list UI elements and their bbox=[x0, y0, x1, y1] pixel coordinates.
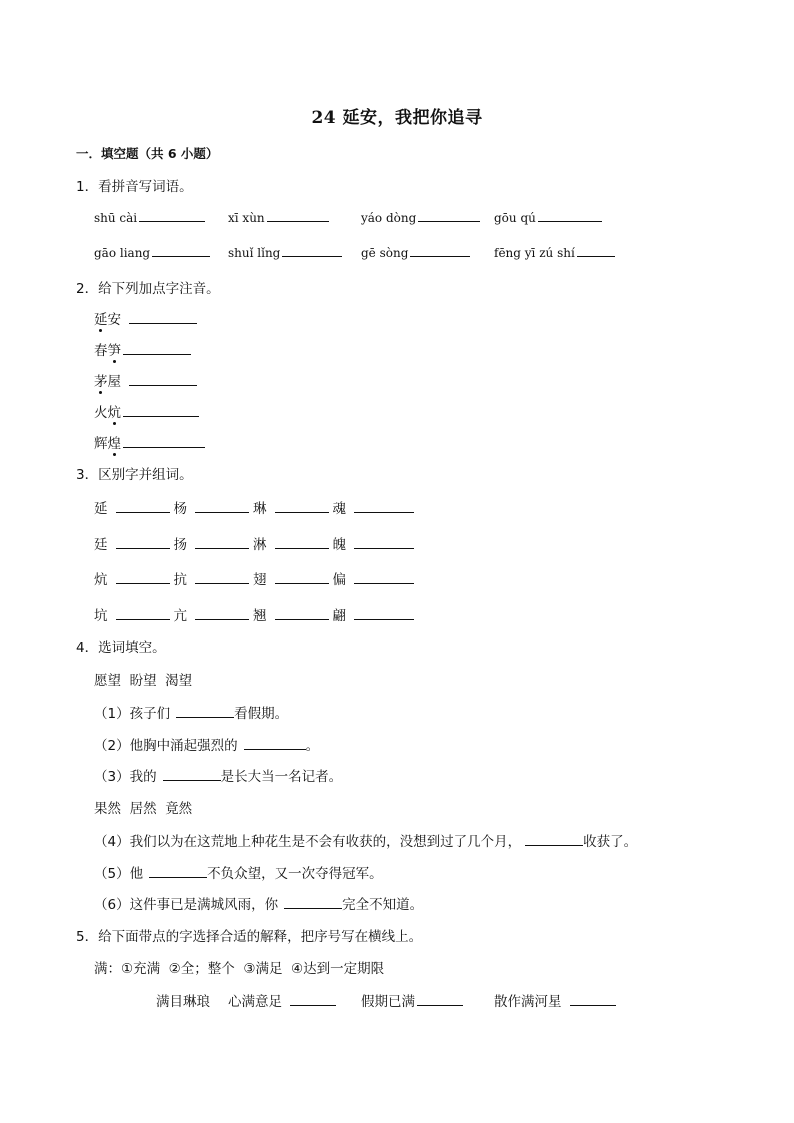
answer-blank[interactable] bbox=[244, 737, 306, 750]
answer-blank[interactable] bbox=[176, 705, 234, 718]
answer-blank[interactable] bbox=[354, 500, 414, 513]
char-row bbox=[94, 533, 414, 553]
annotate-item bbox=[94, 401, 199, 421]
char: 扬 bbox=[173, 537, 187, 553]
word-text: 心满意足 bbox=[228, 994, 282, 1010]
answer-blank[interactable] bbox=[195, 500, 249, 513]
answer-blank[interactable] bbox=[284, 896, 342, 909]
char-row bbox=[94, 497, 414, 517]
answer-blank[interactable] bbox=[195, 536, 249, 549]
sentence-text: （1）孩子们 bbox=[94, 706, 171, 722]
pinyin-item bbox=[494, 209, 602, 225]
dotted-char: 延 bbox=[94, 312, 108, 328]
word-item bbox=[361, 990, 463, 1010]
plain-char: 屋 bbox=[107, 374, 121, 390]
sentence-text: （3）我的 bbox=[94, 769, 157, 785]
word-item bbox=[228, 990, 336, 1010]
answer-blank[interactable] bbox=[410, 244, 470, 257]
annotate-item bbox=[94, 370, 197, 390]
answer-blank[interactable] bbox=[275, 607, 329, 620]
char-row bbox=[94, 604, 414, 624]
char: 廷 bbox=[94, 537, 108, 553]
answer-blank[interactable] bbox=[152, 244, 210, 257]
plain-char: 安 bbox=[107, 312, 121, 328]
dotted-char: 煌 bbox=[107, 436, 121, 452]
answer-blank[interactable] bbox=[116, 500, 170, 513]
char: 翅 bbox=[253, 572, 267, 588]
sentence-text: （2）他胸中涌起强烈的 bbox=[94, 738, 238, 754]
char: 翘 bbox=[253, 608, 267, 624]
word-text: 散作满河星 bbox=[494, 994, 562, 1010]
dotted-char: 炕 bbox=[107, 405, 121, 421]
answer-blank[interactable] bbox=[123, 404, 199, 417]
question-4-stem: 4．选词填空。 bbox=[76, 640, 166, 656]
fill-sentence bbox=[94, 702, 288, 722]
dotted-char: 笋 bbox=[107, 343, 121, 359]
answer-blank[interactable] bbox=[418, 209, 480, 222]
pinyin-text: yáo dòng bbox=[361, 211, 417, 225]
answer-blank[interactable] bbox=[163, 768, 221, 781]
pinyin-item bbox=[361, 209, 480, 225]
answer-blank[interactable] bbox=[570, 993, 616, 1006]
answer-blank[interactable] bbox=[123, 435, 205, 448]
answer-blank[interactable] bbox=[267, 209, 329, 222]
word-text: 满目琳琅 bbox=[156, 994, 210, 1010]
char-row bbox=[94, 568, 414, 588]
section-header: 一．填空题（共 6 小题） bbox=[76, 146, 219, 161]
annotate-item bbox=[94, 339, 191, 359]
page-title: 24 延安，我把你追寻 bbox=[311, 108, 483, 128]
sentence-text: （5）他 bbox=[94, 866, 144, 882]
answer-blank[interactable] bbox=[354, 536, 414, 549]
pinyin-text: shū cài bbox=[94, 211, 138, 225]
fill-sentence bbox=[94, 765, 342, 785]
pinyin-item bbox=[228, 209, 329, 225]
char: 亢 bbox=[173, 608, 187, 624]
pinyin-text: gāo liang bbox=[94, 246, 151, 260]
annotate-item bbox=[94, 432, 205, 452]
char: 抗 bbox=[173, 572, 187, 588]
pinyin-item bbox=[94, 209, 205, 225]
char: 琳 bbox=[253, 501, 267, 517]
plain-char: 辉 bbox=[94, 436, 108, 452]
char: 魂 bbox=[332, 501, 346, 517]
plain-char: 春 bbox=[94, 343, 108, 359]
fill-sentence bbox=[94, 734, 319, 754]
definition-list: 满：①充满 ②全；整个 ③满足 ④达到一定期限 bbox=[94, 961, 385, 977]
word-options: 愿望 盼望 渴望 bbox=[94, 673, 193, 689]
pinyin-text: xī xùn bbox=[228, 211, 265, 225]
sentence-text: 。 bbox=[305, 738, 320, 754]
plain-char: 火 bbox=[94, 405, 108, 421]
annotate-item bbox=[94, 308, 197, 328]
pinyin-text: gōu qú bbox=[494, 211, 536, 225]
char: 延 bbox=[94, 501, 108, 517]
answer-blank[interactable] bbox=[149, 865, 207, 878]
answer-blank[interactable] bbox=[129, 373, 197, 386]
fill-sentence bbox=[94, 862, 383, 882]
answer-blank[interactable] bbox=[116, 571, 170, 584]
answer-blank[interactable] bbox=[417, 993, 463, 1006]
sentence-text: （6）这件事已是满城风雨，你 bbox=[94, 897, 279, 913]
answer-blank[interactable] bbox=[195, 571, 249, 584]
answer-blank[interactable] bbox=[275, 571, 329, 584]
pinyin-text: fēng yī zú shí bbox=[494, 246, 575, 260]
answer-blank[interactable] bbox=[275, 536, 329, 549]
answer-blank[interactable] bbox=[129, 311, 197, 324]
dotted-char: 茅 bbox=[94, 374, 108, 390]
sentence-text: 不负众望，又一次夺得冠军。 bbox=[207, 866, 383, 882]
answer-blank[interactable] bbox=[123, 342, 191, 355]
sentence-text: 看假期。 bbox=[234, 706, 289, 722]
pinyin-text: gē sòng bbox=[361, 246, 409, 260]
sentence-text: （4）我们以为在这荒地上种花生是不会有收获的，没想到过了几个月， bbox=[94, 834, 522, 850]
sentence-text: 收获了。 bbox=[583, 834, 638, 850]
answer-blank[interactable] bbox=[139, 209, 205, 222]
answer-blank[interactable] bbox=[290, 993, 336, 1006]
pinyin-item bbox=[494, 244, 615, 260]
answer-blank[interactable] bbox=[195, 607, 249, 620]
answer-blank[interactable] bbox=[538, 209, 602, 222]
char: 坑 bbox=[94, 608, 108, 624]
word-item bbox=[494, 990, 616, 1010]
fill-sentence bbox=[94, 893, 423, 913]
question-5-stem: 5．给下面带点的字选择合适的解释，把序号写在横线上。 bbox=[76, 929, 423, 945]
pinyin-item bbox=[228, 244, 342, 260]
char: 偏 bbox=[332, 572, 346, 588]
fill-sentence bbox=[94, 830, 637, 850]
word-options: 果然 居然 竟然 bbox=[94, 801, 193, 817]
sentence-text: 完全不知道。 bbox=[342, 897, 424, 913]
answer-blank[interactable] bbox=[116, 607, 170, 620]
answer-blank[interactable] bbox=[275, 500, 329, 513]
char: 淋 bbox=[253, 537, 267, 553]
answer-blank[interactable] bbox=[354, 607, 414, 620]
pinyin-item bbox=[94, 244, 210, 260]
question-1-stem: 1．看拼音写词语。 bbox=[76, 179, 193, 195]
pinyin-item bbox=[361, 244, 470, 260]
char: 翩 bbox=[332, 608, 346, 624]
word-text: 假期已满 bbox=[361, 994, 415, 1010]
sentence-text: 是长大当一名记者。 bbox=[220, 769, 343, 785]
answer-blank[interactable] bbox=[116, 536, 170, 549]
word-item bbox=[156, 990, 210, 1010]
pinyin-text: shuǐ lǐng bbox=[228, 246, 281, 260]
char: 炕 bbox=[94, 572, 108, 588]
answer-blank[interactable] bbox=[577, 244, 615, 257]
char: 魄 bbox=[332, 537, 346, 553]
char: 杨 bbox=[173, 501, 187, 517]
answer-blank[interactable] bbox=[282, 244, 342, 257]
question-3-stem: 3．区别字并组词。 bbox=[76, 467, 193, 483]
answer-blank[interactable] bbox=[354, 571, 414, 584]
answer-blank[interactable] bbox=[525, 833, 583, 846]
question-2-stem: 2．给下列加点字注音。 bbox=[76, 281, 220, 297]
